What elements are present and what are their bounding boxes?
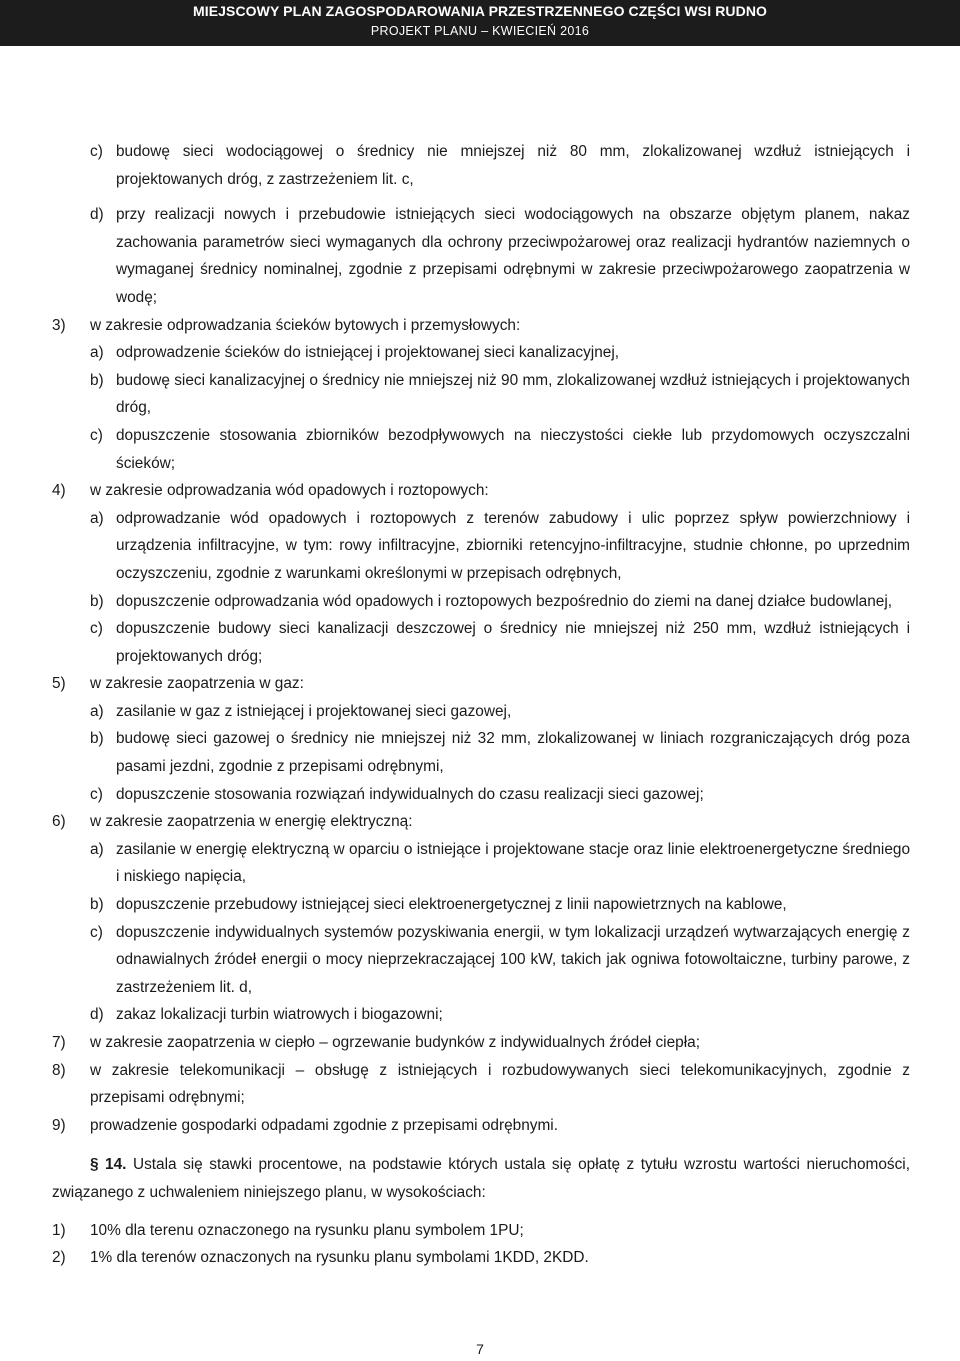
list-item <box>52 505 910 588</box>
item-text: dopuszczenie stosowania zbiorników bezodpływowych na nieczystości ciekłe lub przydomowych oczyszczalni ścieków; <box>116 426 910 472</box>
list-item <box>52 138 910 193</box>
item-text: w zakresie odprowadzania ścieków bytowych i przemysłowych: <box>90 316 521 334</box>
item-text: dopuszczenie odprowadzania wód opadowych i roztopowych bezpośrednio do ziemi na danej działce budowlanej, <box>116 592 893 610</box>
list-item <box>52 919 910 1002</box>
item-marker: c) <box>90 426 103 444</box>
item-text: 1% dla terenów oznaczonych na rysunku planu symbolami 1KDD, 2KDD. <box>90 1249 589 1267</box>
item-text: 10% dla terenu oznaczonego na rysunku planu symbolem 1PU; <box>90 1221 524 1239</box>
list-item <box>52 1217 910 1245</box>
list-item <box>52 781 910 809</box>
section-number: § 14. <box>90 1156 127 1174</box>
page-number: 7 <box>476 1341 484 1357</box>
item-marker: a) <box>90 344 104 362</box>
item-text: zakaz lokalizacji turbin wiatrowych i biogazowni; <box>116 1006 443 1024</box>
item-marker: 4) <box>52 482 66 500</box>
item-marker: c) <box>90 143 103 160</box>
document-title: MIEJSCOWY PLAN ZAGOSPODAROWANIA PRZESTRZENNEGO CZĘŚCI WSI RUDNO <box>192 3 768 19</box>
item-text: w zakresie telekomunikacji – obsługę z istniejących i rozbudowywanych sieci telekomunikacyjnych, zgodnie z przepisami odrębnymi; <box>90 1061 910 1107</box>
list-item <box>52 588 910 616</box>
list-item <box>52 836 910 891</box>
item-text: w zakresie zaopatrzenia w energię elektryczną: <box>90 813 413 831</box>
item-text: w zakresie zaopatrzenia w ciepło – ogrzewanie budynków z indywidualnych źródeł ciepła; <box>90 1034 700 1051</box>
list-item <box>52 615 910 670</box>
section-text: Ustala się stawki procentowe, na podstawie których ustala się opłatę z tytułu wzrostu wartości nieruchomości, związanego z uchwaleniem niniejszego planu, w wysokościach: <box>52 1156 910 1201</box>
item-text: odprowadzanie wód opadowych i roztopowych z terenów zabudowy i ulic poprzez spływ powierzchniowy i urządzenia infiltracyjne, w tym: rowy infiltracyjne, zbiorniki retencyjno-infiltracyjne, studnie chłonne, po uprzednim oczyszczeniu, zgodnie z warunkami określonymi w przepisach odrębnych, <box>116 509 910 582</box>
item-marker: b) <box>90 371 104 389</box>
item-text: dopuszczenie przebudowy istniejącej sieci elektroenergetycznej z linii napowietrznych na kablowe, <box>116 896 787 914</box>
item-marker: b) <box>90 896 104 914</box>
item-marker: 5) <box>52 675 66 693</box>
item-marker: a) <box>90 702 104 720</box>
item-marker: a) <box>90 509 104 527</box>
item-marker: b) <box>90 592 104 610</box>
item-text: w zakresie zaopatrzenia w gaz: <box>90 675 304 693</box>
document-content <box>52 138 910 1272</box>
list-item <box>52 698 910 726</box>
list-item <box>52 422 910 477</box>
item-marker: 2) <box>52 1249 66 1267</box>
list-item <box>52 891 910 919</box>
item-text: przy realizacji nowych i przebudowie istniejących sieci wodociągowych na obszarze objętym planem, nakaz zachowania parametrów sieci wymaganych dla ochrony przeciwpożarowej oraz realizacji hydrantów naziemnych o wymaganej średnicy nominalnej, zgodnie z przepisami odrębnymi w zakresie przeciwpożarowego zaopatrzenia w wodę; <box>116 206 910 306</box>
list-item <box>52 1244 910 1272</box>
item-text: dopuszczenie stosowania rozwiązań indywidualnych do czasu realizacji sieci gazowej; <box>116 785 704 803</box>
item-marker: 3) <box>52 316 66 334</box>
item-marker: c) <box>90 923 103 941</box>
section-14-list <box>52 1217 910 1272</box>
list-item <box>52 367 910 422</box>
list-item <box>52 1057 910 1112</box>
list-item <box>52 1001 910 1029</box>
list-item <box>52 312 910 340</box>
item-marker: b) <box>90 730 104 748</box>
item-text: budowę sieci wodociągowej o średnicy nie mniejszej niż 80 mm, zlokalizowanej wzdłuż istniejących i projektowanych dróg, z zastrzeżeniem lit. c, <box>116 143 910 188</box>
list-item <box>52 477 910 505</box>
item-marker: c) <box>90 620 103 638</box>
item-marker: 7) <box>52 1034 66 1051</box>
item-text: dopuszczenie indywidualnych systemów pozyskiwania energii, w tym lokalizacji urządzeń wytwarzających energię z odnawialnych źródeł energii o mocy nieprzekraczającej 100 kW, takich jak ogniwa fotowoltaiczne, turbiny parowe, z zastrzeżeniem lit. d, <box>116 923 910 996</box>
item-marker: d) <box>90 206 104 224</box>
list-item <box>52 808 910 836</box>
section-14-paragraph <box>52 1151 910 1206</box>
item-text: budowę sieci kanalizacyjnej o średnicy nie mniejszej niż 90 mm, zlokalizowanej wzdłuż istniejących i projektowanych dróg, <box>116 371 910 417</box>
list-item <box>52 1029 910 1057</box>
list-item <box>52 725 910 780</box>
list-item <box>52 1112 910 1140</box>
item-text: budowę sieci gazowej o średnicy nie mniejszej niż 32 mm, zlokalizowanej w liniach rozgraniczających dróg poza pasami jezdni, zgodnie z przepisami odrębnymi, <box>116 730 910 776</box>
item-marker: 1) <box>52 1221 66 1239</box>
item-marker: c) <box>90 785 103 803</box>
document-subtitle: PROJEKT PLANU – KWIECIEŃ 2016 <box>370 24 590 38</box>
list-item <box>52 339 910 367</box>
item-marker: 8) <box>52 1061 66 1079</box>
item-marker: a) <box>90 840 104 858</box>
item-text: w zakresie odprowadzania wód opadowych i roztopowych: <box>90 482 489 500</box>
item-text: prowadzenie gospodarki odpadami zgodnie z przepisami odrębnymi. <box>90 1116 558 1134</box>
item-marker: d) <box>90 1006 104 1024</box>
item-text: odprowadzenie ścieków do istniejącej i projektowanej sieci kanalizacyjnej, <box>116 344 620 362</box>
item-text: zasilanie w energię elektryczną w oparciu o istniejące i projektowane stacje oraz linie elektroenergetyczne średniego i niskiego napięcia, <box>116 840 910 886</box>
page-header <box>0 0 960 46</box>
item-marker: 9) <box>52 1116 66 1134</box>
list-item <box>52 670 910 698</box>
list-item <box>52 201 910 311</box>
item-text: dopuszczenie budowy sieci kanalizacji deszczowej o średnicy nie mniejszej niż 250 mm, wzdłuż istniejących i projektowanych dróg; <box>116 620 910 665</box>
item-text: zasilanie w gaz z istniejącej i projektowanej sieci gazowej, <box>116 702 512 720</box>
item-marker: 6) <box>52 813 66 831</box>
